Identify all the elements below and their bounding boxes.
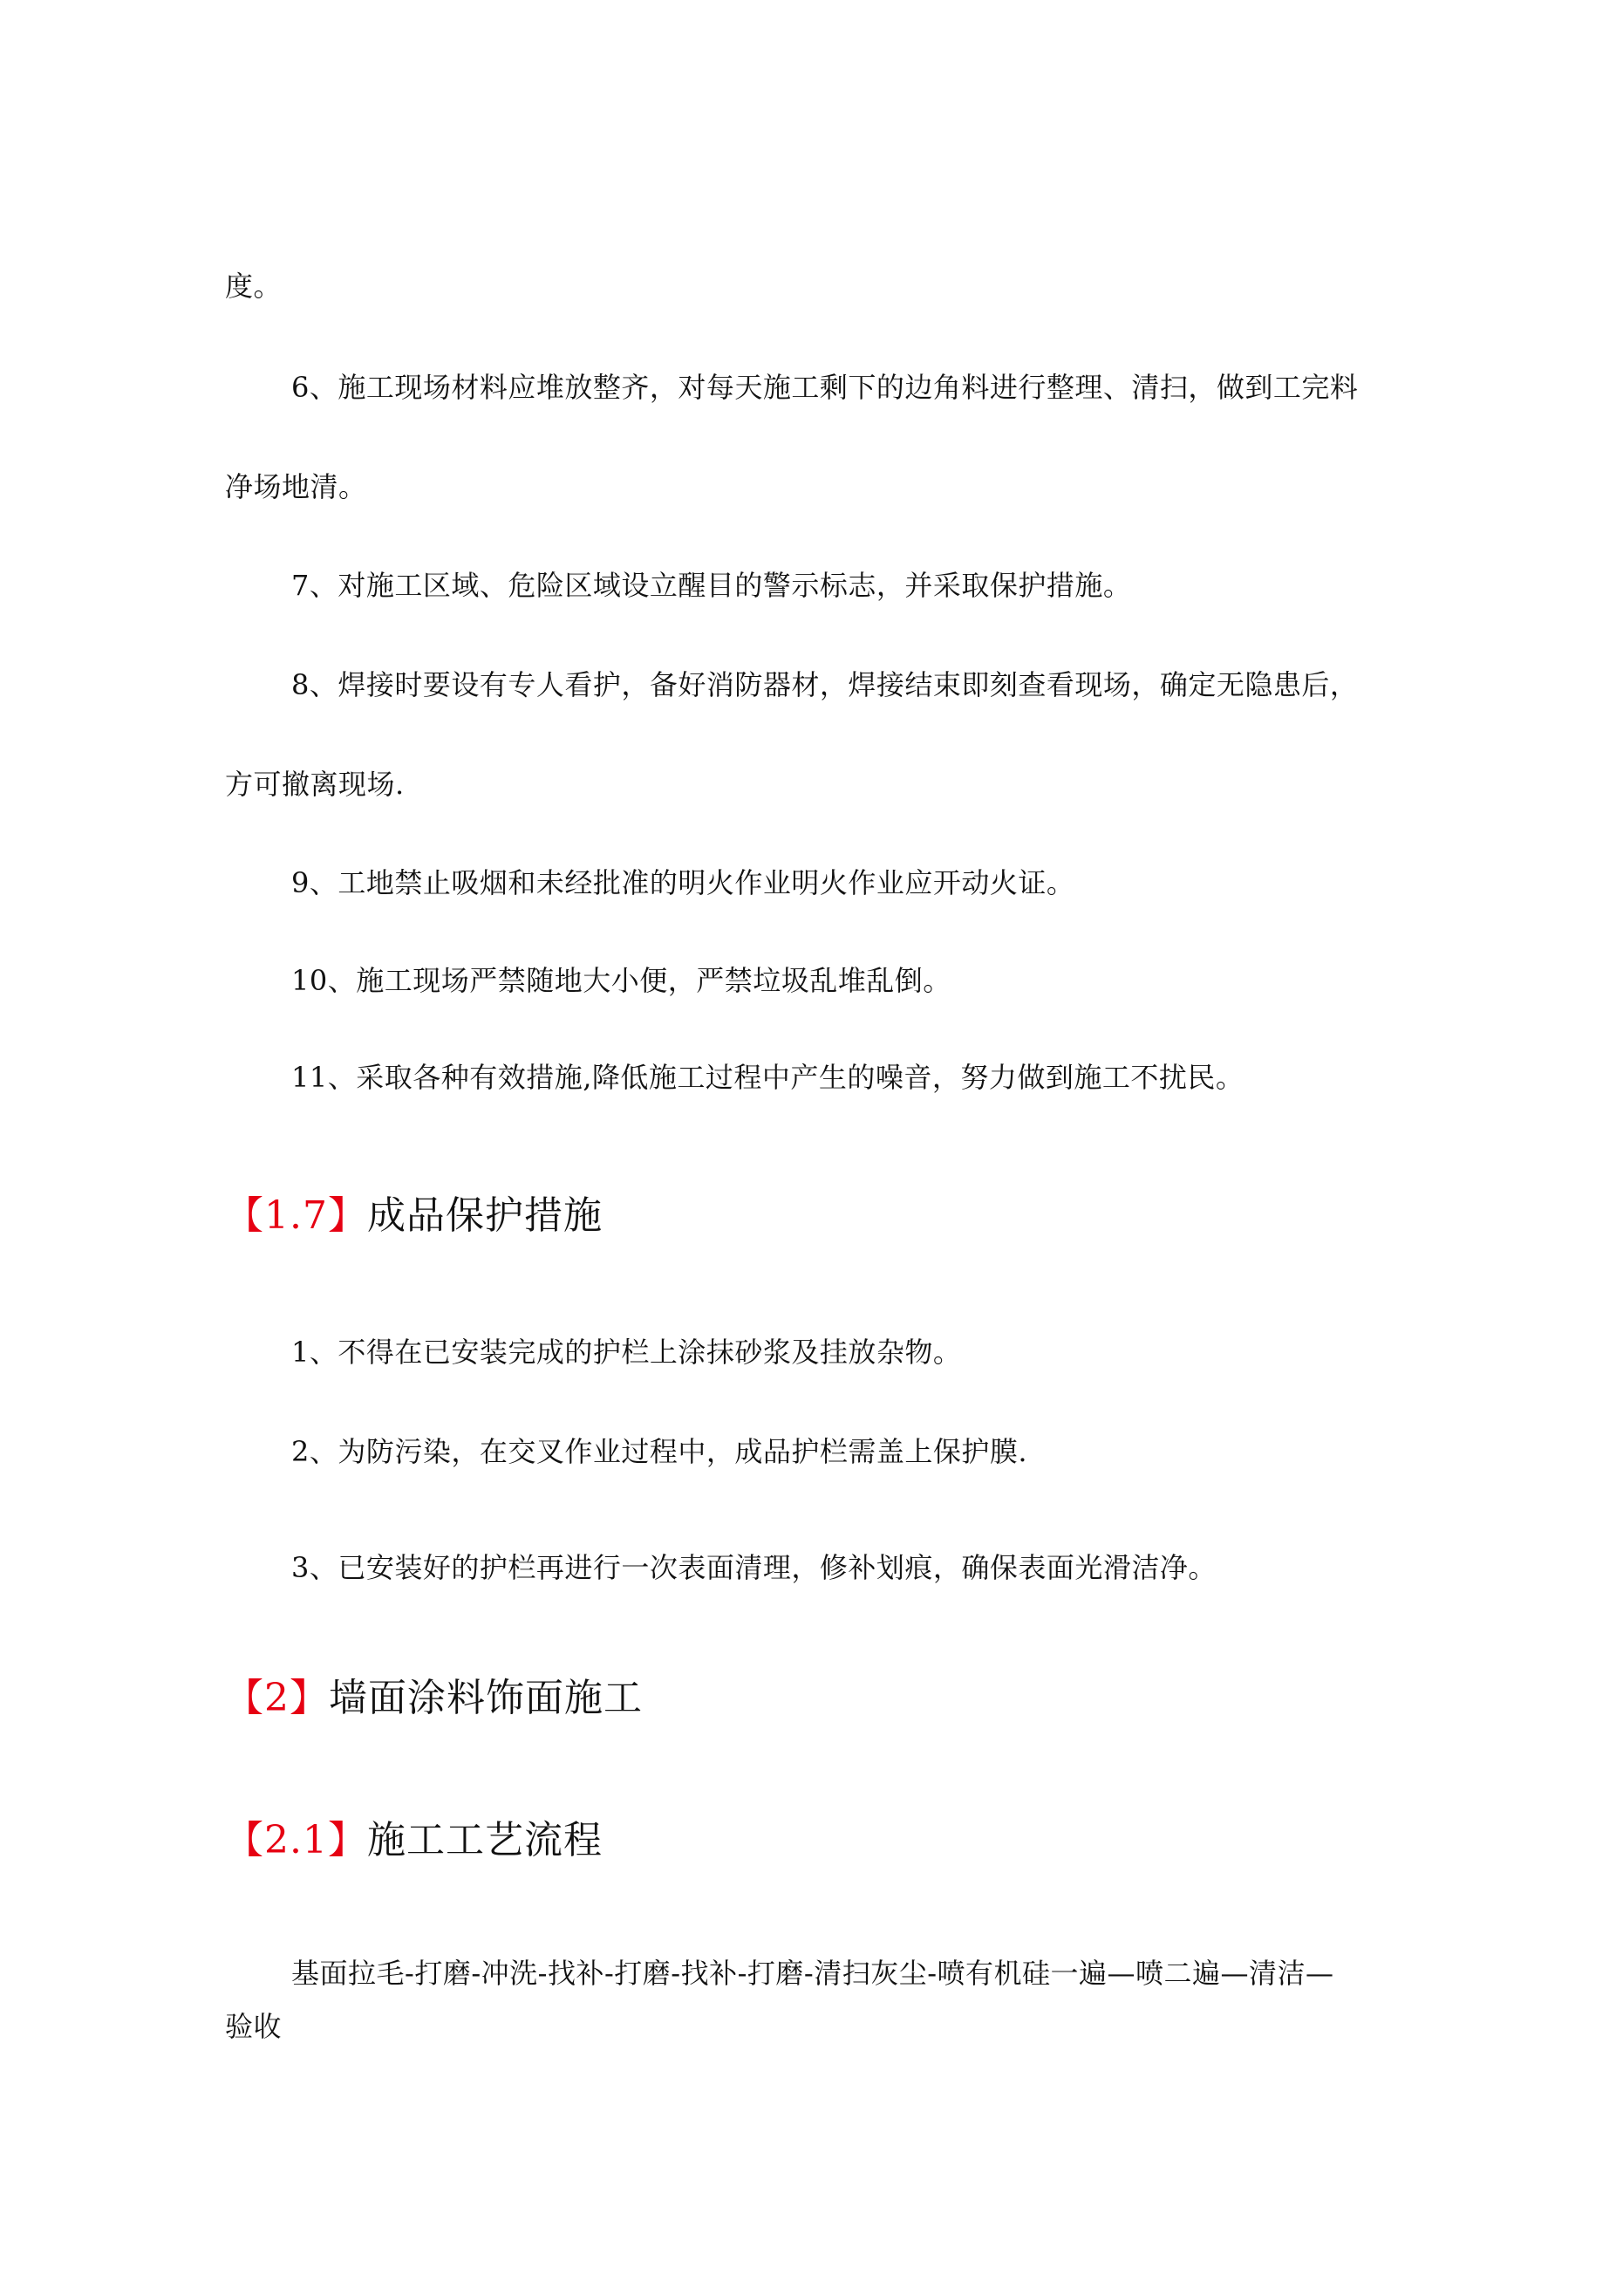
paragraph-7: 7、对施工区域、危险区域设立醒目的警示标志，并采取保护措施。 — [291, 569, 1132, 602]
heading-number: 1.7 — [264, 1193, 328, 1238]
paragraph-10: 10、施工现场严禁随地大小便，严禁垃圾乱堆乱倒。 — [291, 964, 951, 997]
process-flow-line-1: 基面拉毛-打磨-冲洗-找补-打磨-找补-打磨-清扫灰尘-喷有机硅一遍—喷二遍—清洁— — [291, 1957, 1334, 1990]
paragraph-9: 9、工地禁止吸烟和未经批准的明火作业明火作业应开动火证。 — [291, 866, 1075, 899]
process-flow-line-2: 验收 — [225, 2010, 283, 2043]
section-heading-1-7 — [225, 1193, 603, 1239]
paragraph-5-tail: 度。 — [225, 270, 283, 303]
heading-open-bracket: 【 — [225, 1193, 264, 1238]
paragraph-8-line-2: 方可撤离现场. — [225, 768, 405, 801]
section-heading-2 — [225, 1676, 643, 1721]
heading-open-bracket: 【 — [225, 1818, 264, 1862]
list-item: 2、为防污染，在交叉作业过程中，成品护栏需盖上保护膜. — [291, 1435, 1028, 1468]
list-item: 3、已安装好的护栏再进行一次表面清理，修补划痕，确保表面光滑洁净。 — [291, 1551, 1217, 1584]
heading-open-bracket: 【 — [225, 1676, 264, 1720]
list-item: 1、不得在已安装完成的护栏上涂抹砂浆及挂放杂物。 — [291, 1336, 962, 1369]
heading-title: 成品保护措施 — [366, 1193, 603, 1238]
paragraph-6-line-2: 净场地清。 — [225, 470, 367, 503]
heading-close-bracket: 】 — [327, 1193, 367, 1238]
paragraph-8-line-1: 8、焊接时要设有专人看护，备好消防器材，焊接结束即刻查看现场，确定无隐患后， — [291, 668, 1359, 701]
section-heading-2-1 — [225, 1818, 603, 1863]
heading-close-bracket: 】 — [290, 1676, 329, 1720]
paragraph-6-line-1: 6、施工现场材料应堆放整齐，对每天施工剩下的边角料进行整理、清扫，做到工完料 — [291, 371, 1359, 404]
heading-close-bracket: 】 — [327, 1818, 367, 1862]
paragraph-11: 11、采取各种有效措施,降低施工过程中产生的噪音，努力做到施工不扰民。 — [291, 1061, 1245, 1094]
heading-number: 2 — [264, 1676, 290, 1720]
heading-number: 2.1 — [264, 1818, 328, 1862]
heading-title: 墙面涂料饰面施工 — [329, 1676, 643, 1720]
heading-title: 施工工艺流程 — [366, 1818, 603, 1862]
